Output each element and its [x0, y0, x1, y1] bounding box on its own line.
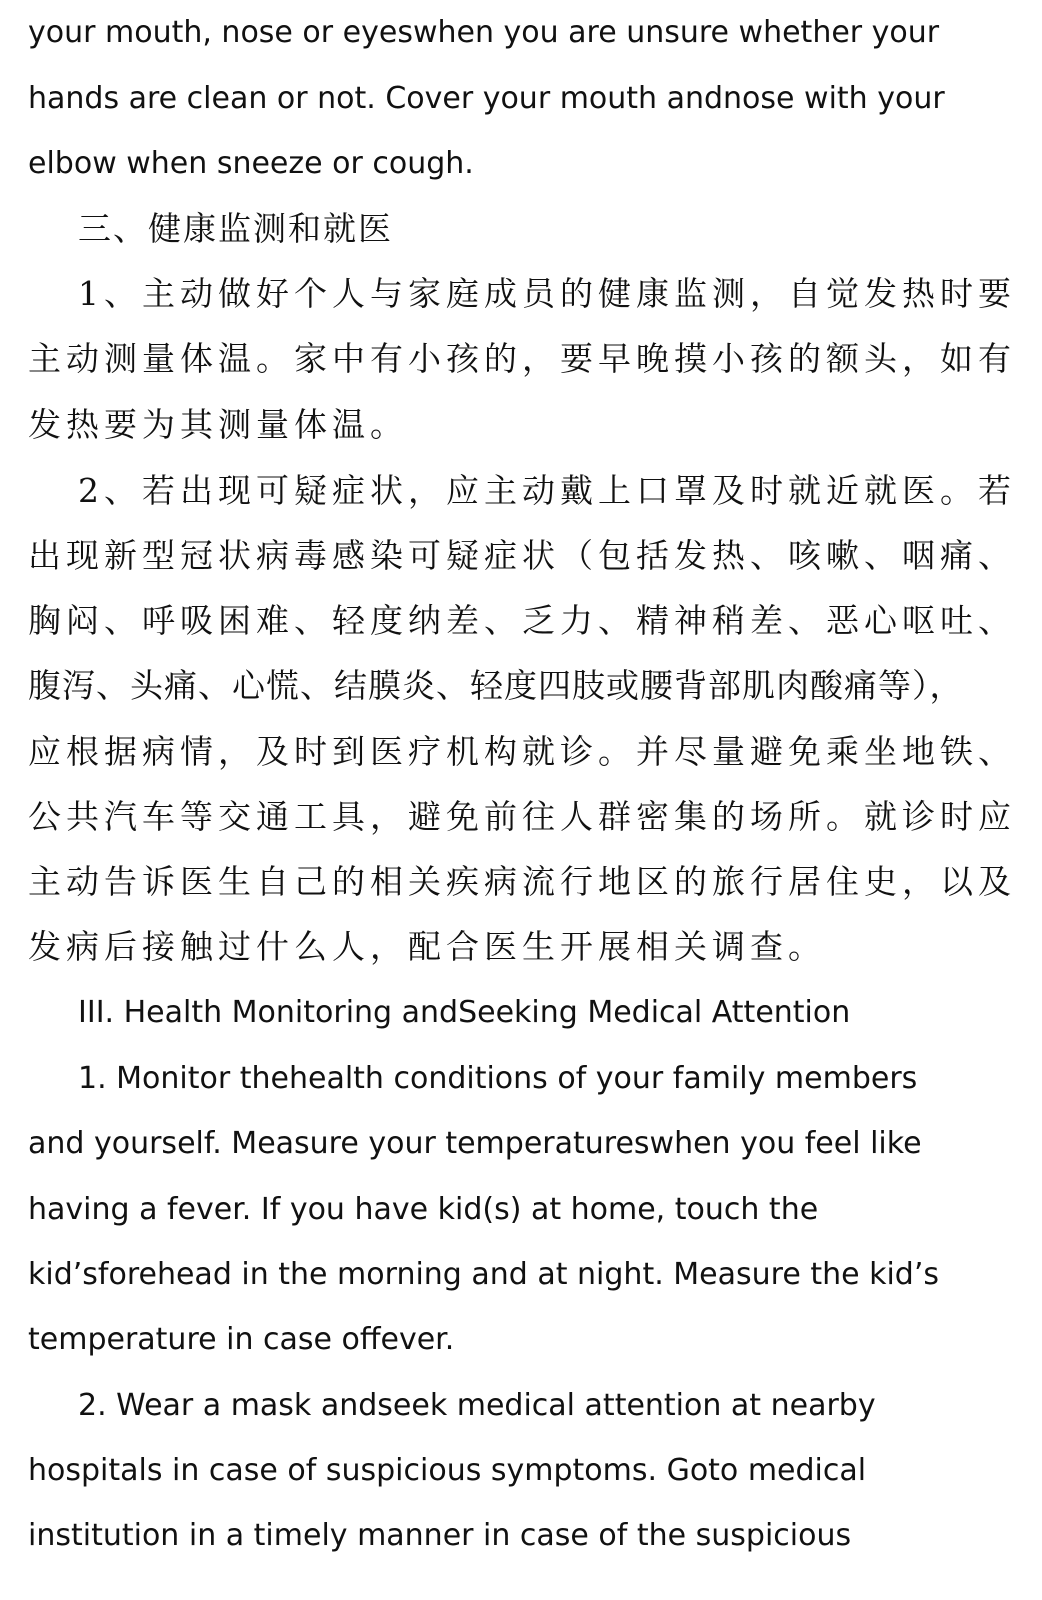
text-line: hospitals in case of suspicious symptoms. Goto medical — [28, 1453, 867, 1488]
text-line: your mouth, nose or eyeswhen you are unsure whether your — [28, 15, 940, 50]
text-line: 公共汽车等交通工具，避免前往人群密集的场所。就诊时应 — [28, 797, 1016, 836]
text-line: kid’sforehead in the morning and at night. Measure the kid’s — [28, 1257, 940, 1292]
text-line: 应根据病情，及时到医疗机构就诊。并尽量避免乘坐地铁、 — [28, 732, 1016, 771]
text-line: elbow when sneeze or cough. — [28, 146, 474, 181]
text-line: 2. Wear a mask andseek medical attention at nearby — [78, 1388, 876, 1423]
text-line: 腹泻、头痛、心慌、结膜炎、轻度四肢或腰背部肌肉酸痛等）， — [28, 666, 964, 705]
text-line: 主动测量体温。家中有小孩的，要早晚摸小孩的额头，如有 — [28, 339, 1016, 378]
section-heading: III. Health Monitoring andSeeking Medical Attention — [78, 995, 851, 1030]
text-line: temperature in case offever. — [28, 1322, 455, 1357]
text-line: 主动告诉医生自己的相关疾病流行地区的旅行居住史，以及 — [28, 862, 1016, 901]
text-line: 1. Monitor thehealth conditions of your family members — [78, 1061, 918, 1096]
text-line: having a fever. If you have kid(s) at home, touch the — [28, 1192, 819, 1227]
text-line: 出现新型冠状病毒感染可疑症状（包括发热、咳嗽、咽痛、 — [28, 536, 1016, 575]
text-line: 胸闷、呼吸困难、轻度纳差、乏力、精神稍差、恶心呕吐、 — [28, 601, 1016, 640]
text-line: 2、若出现可疑症状，应主动戴上口罩及时就近就医。若 — [78, 471, 1016, 510]
text-line: hands are clean or not. Cover your mouth andnose with your — [28, 81, 945, 116]
section-heading: 三、健康监测和就医 — [78, 209, 393, 248]
text-line: 发病后接触过什么人，配合医生开展相关调查。 — [28, 927, 826, 966]
text-line: and yourself. Measure your temperatureswhen you feel like — [28, 1126, 922, 1161]
text-line: institution in a timely manner in case of the suspicious — [28, 1518, 852, 1553]
text-line: 发热要为其测量体温。 — [28, 405, 408, 444]
text-line: 1、主动做好个人与家庭成员的健康监测，自觉发热时要 — [78, 274, 1016, 313]
